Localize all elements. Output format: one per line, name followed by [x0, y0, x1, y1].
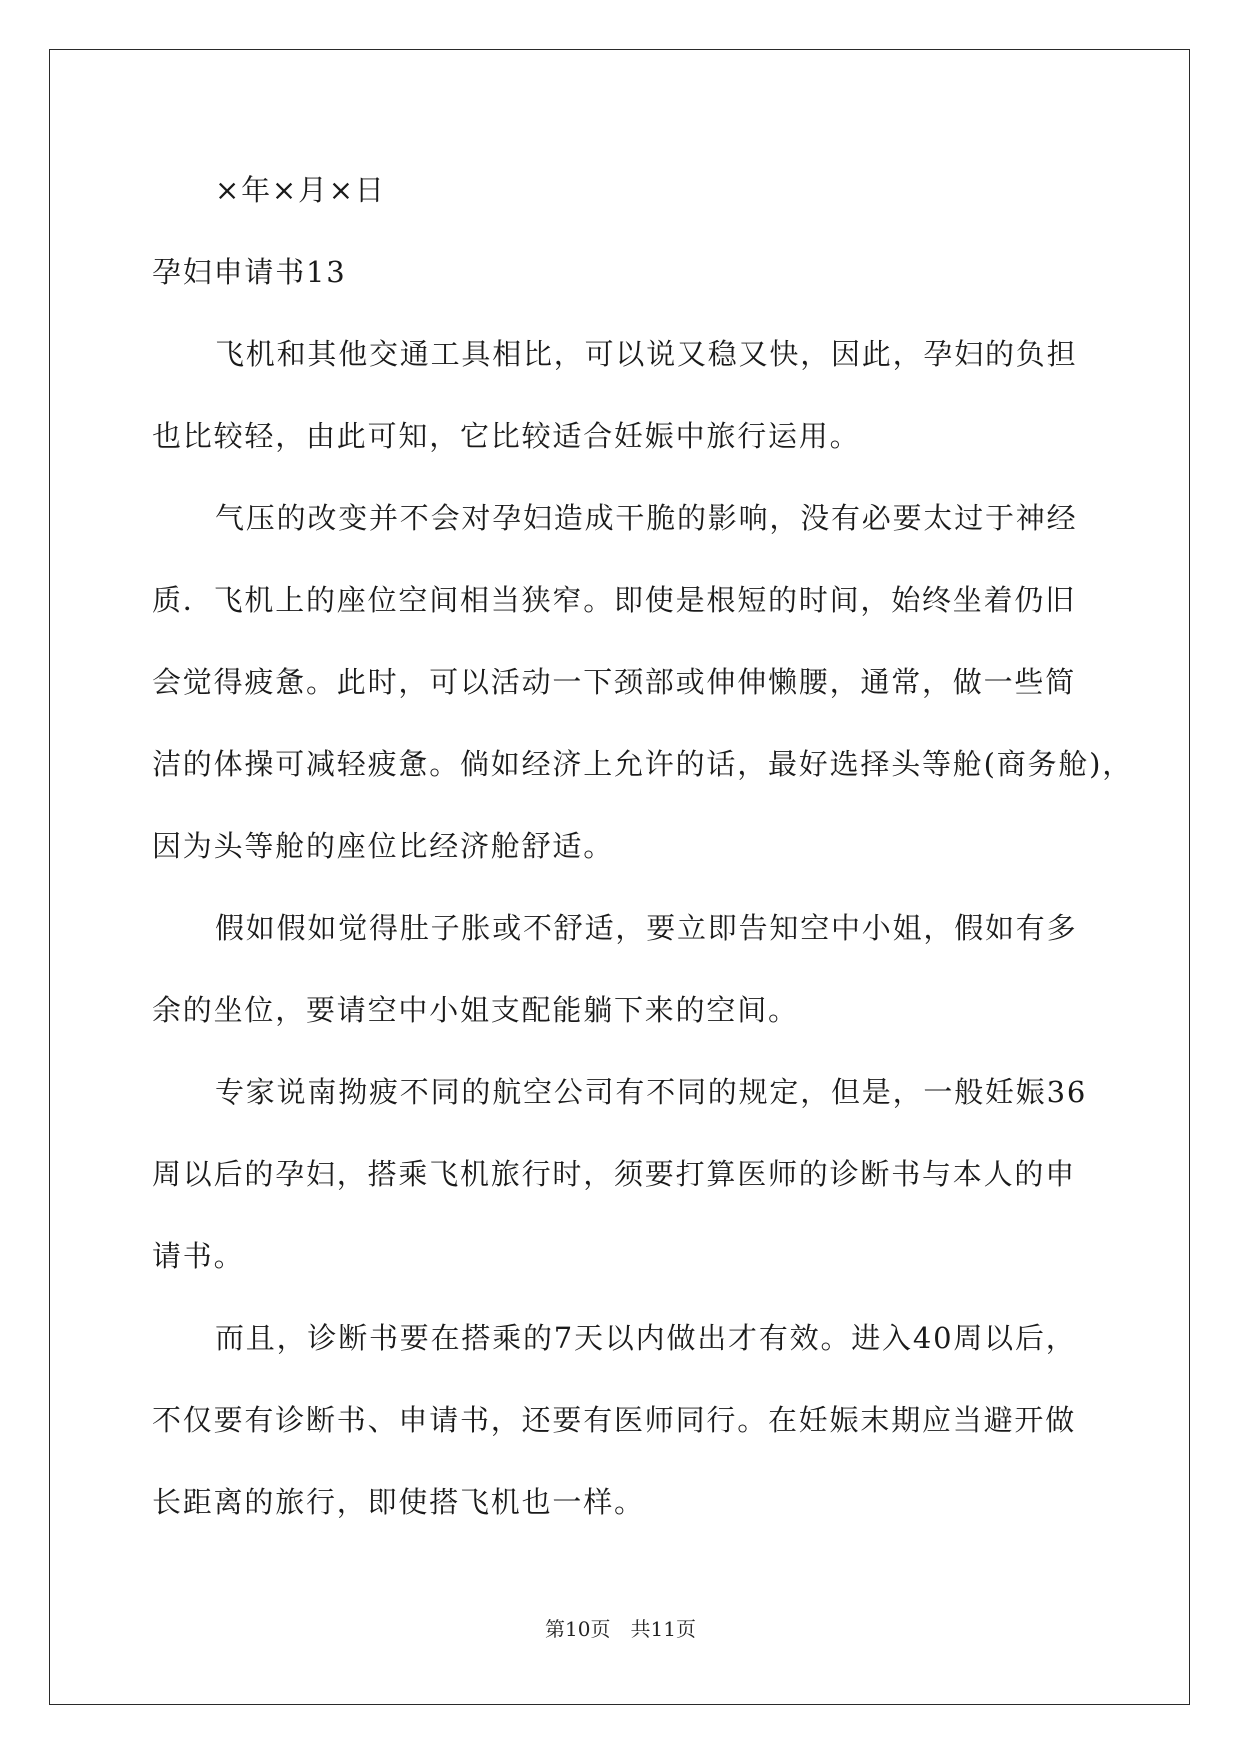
paragraph-line: 长距离的旅行，即使搭飞机也一样。	[152, 1485, 645, 1519]
paragraph-line: 会觉得疲惫。此时，可以活动一下颈部或伸伸懒腰，通常，做一些简	[152, 665, 1077, 699]
paragraph-line: 质．飞机上的座位空间相当狭窄。即使是根短的时间，始终坐着仍旧	[152, 583, 1077, 617]
paragraph-line: 飞机和其他交通工具相比，可以说又稳又快，因此，孕妇的负担	[215, 337, 1078, 371]
paragraph-line: 周以后的孕妇，搭乘飞机旅行时，须要打算医师的诊断书与本人的申	[152, 1157, 1077, 1191]
paragraph-line: 不仅要有诊断书、申请书，还要有医师同行。在妊娠末期应当避开做	[152, 1403, 1077, 1437]
paragraph-line: 请书。	[152, 1239, 245, 1273]
paragraph-line: 专家说南拗疲不同的航空公司有不同的规定，但是，一般妊娠36	[215, 1075, 1088, 1109]
paragraph-line: 而且，诊断书要在搭乘的7天以内做出才有效。进入40周以后，	[215, 1321, 1077, 1355]
paragraph-line: 因为头等舱的座位比经济舱舒适。	[152, 829, 615, 863]
paragraph-line: 假如假如觉得肚子胀或不舒适，要立即告知空中小姐，假如有多	[215, 911, 1078, 945]
paragraph-line: 也比较轻，由此可知，它比较适合妊娠中旅行运用。	[152, 419, 861, 453]
paragraph-line: 洁的体操可减轻疲惫。倘如经济上允许的话，最好选择头等舱(商务舱)，	[152, 747, 1134, 781]
date-line: ×年×月×日	[215, 173, 386, 207]
page-number-footer: 第10页 共11页	[545, 1617, 696, 1641]
section-title: 孕妇申请书13	[152, 255, 347, 289]
paragraph-line: 气压的改变并不会对孕妇造成干脆的影响，没有必要太过于神经	[215, 501, 1078, 535]
paragraph-line: 余的坐位，要请空中小姐支配能躺下来的空间。	[152, 993, 799, 1027]
document-body	[152, 158, 1134, 1552]
